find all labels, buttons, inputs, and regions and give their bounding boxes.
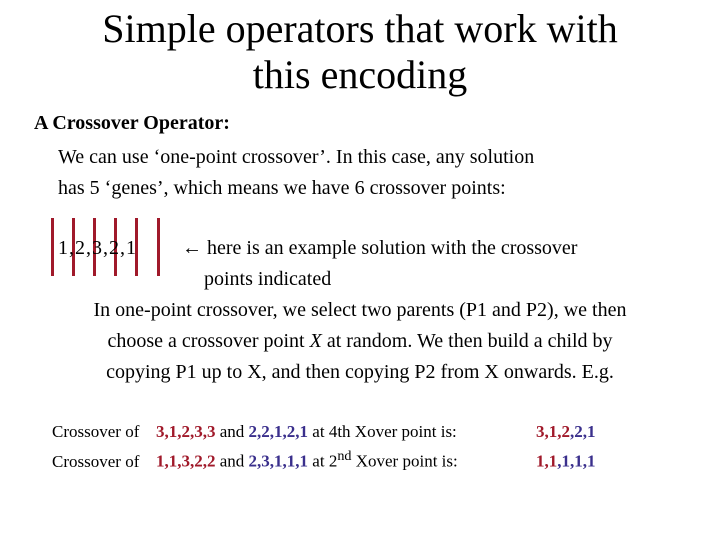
- parent-1: 1,1,3,2,2: [156, 451, 216, 471]
- example-row: [52, 420, 596, 444]
- section-heading: A Crossover Operator:: [34, 112, 230, 134]
- crossover-point-marker: [51, 218, 54, 276]
- slide-title: [0, 6, 720, 98]
- title-line-1: Simple operators that work with: [102, 6, 618, 51]
- and-word: and: [219, 422, 245, 441]
- intro-line-1: We can use ‘one-point crossover’. In this case, any solution: [58, 146, 535, 168]
- example-solution: 1,2,3,2,1: [58, 237, 137, 259]
- intro-line-2: has 5 ‘genes’, which means we have 6 crossover points:: [58, 177, 506, 199]
- note-line-2: points indicated: [204, 268, 332, 290]
- parent-2: 2,2,1,2,1: [248, 422, 309, 441]
- xover-point-text-a: at 2: [312, 451, 338, 471]
- title-line-2: this encoding: [252, 52, 468, 97]
- example-label: Crossover of: [52, 451, 140, 471]
- child-part-p2: ,1,1,1: [557, 451, 596, 471]
- intro-paragraph: [58, 142, 698, 204]
- child-part-p1: 1,1: [536, 451, 558, 471]
- example-row: [52, 444, 596, 474]
- explanation-line-3: copying P1 up to X, and then copying P2 from X onwards. E.g.: [106, 361, 614, 383]
- explanation-paragraph: [0, 295, 720, 388]
- explanation-line-2-b: at random. We then build a child by: [321, 330, 613, 352]
- variable-x: X: [309, 330, 322, 352]
- parent-1: 3,1,2,3,3: [156, 422, 216, 441]
- child-part-p1: 3,1,2: [536, 422, 570, 441]
- explanation-line-2: [0, 326, 720, 357]
- and-word: and: [219, 451, 245, 471]
- parent-2: 2,3,1,1,1: [248, 451, 309, 471]
- explanation-line-1: In one-point crossover, we select two parents (P1 and P2), we then: [93, 299, 627, 321]
- crossover-examples: [52, 420, 596, 474]
- left-arrow-icon: ←: [182, 237, 202, 259]
- explanation-line-2-a: choose a crossover point: [107, 330, 310, 352]
- child-part-p2: ,2,1: [570, 422, 596, 441]
- note-line-1: here is an example solution with the crossover: [207, 237, 578, 259]
- ordinal-suffix: nd: [337, 448, 352, 464]
- arrow-note: [182, 233, 577, 295]
- example-label: Crossover of: [52, 422, 140, 441]
- xover-point-text: at 4th Xover point is:: [312, 422, 457, 441]
- xover-point-text-b: Xover point is:: [351, 451, 458, 471]
- crossover-point-marker: [157, 218, 160, 276]
